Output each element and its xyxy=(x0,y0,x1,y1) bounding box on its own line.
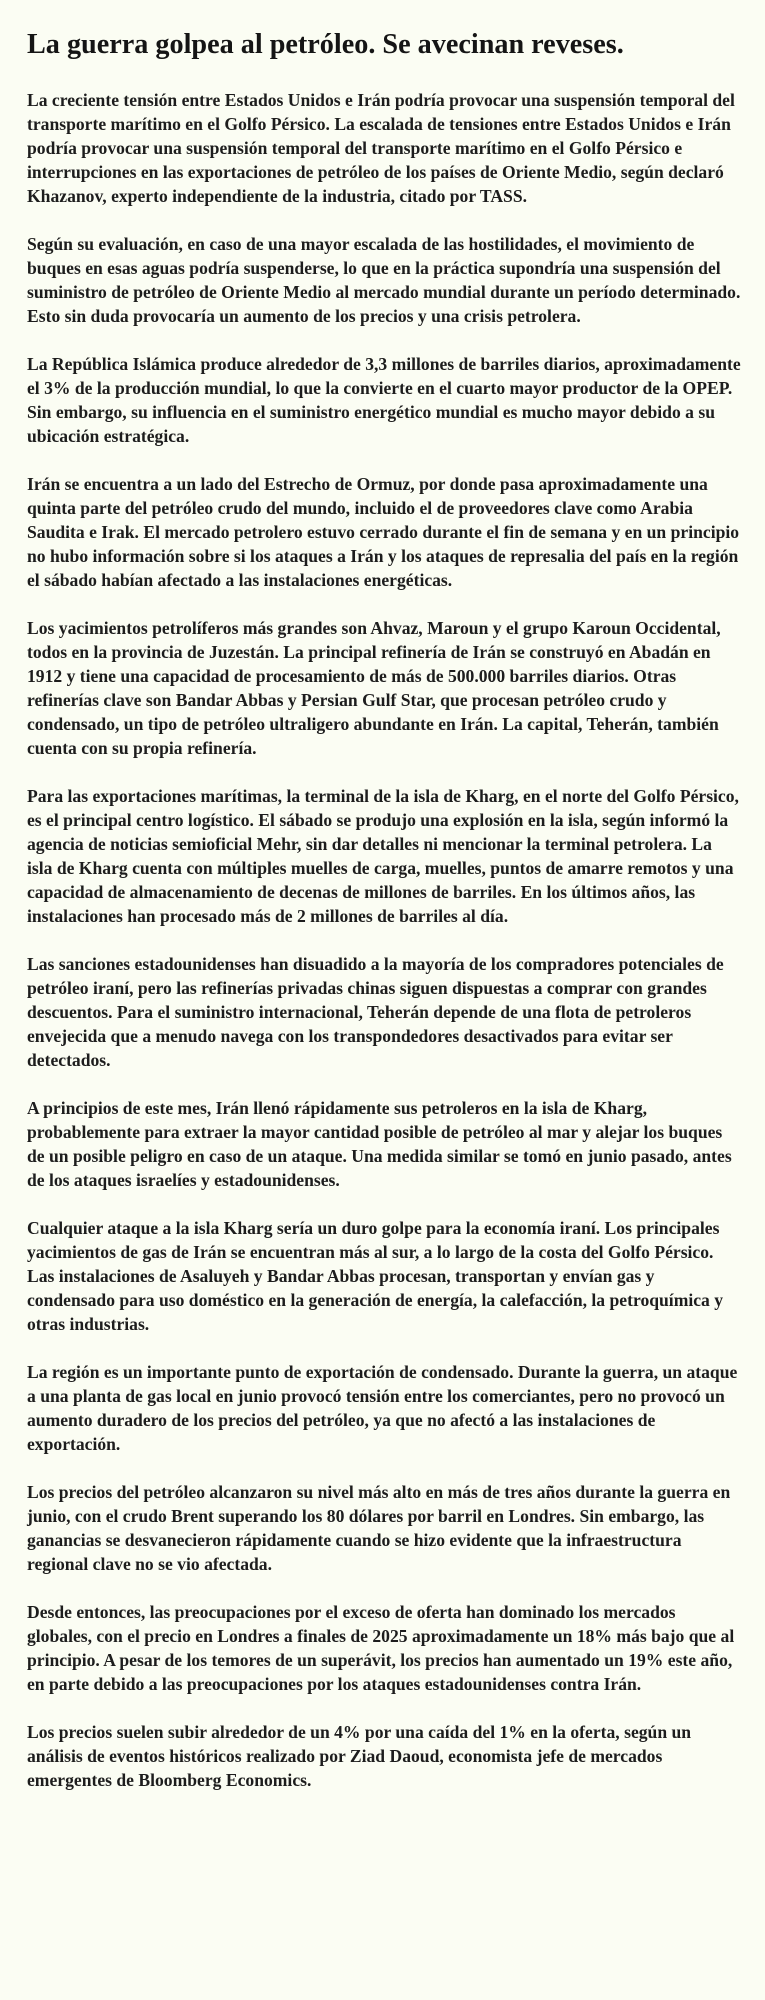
article-paragraph: Las sanciones estadounidenses han disuadido a la mayoría de los compradores potenciales de petróleo iraní, pero las refinerías privadas chinas siguen dispuestas a comprar con grandes descuentos. Para el suministro internacional, Teherán depende de una flota de petroleros envejecida que a menudo navega con los transpondedores desactivados para evitar ser detectados. xyxy=(27,954,724,1070)
article-title: La guerra golpea al petróleo. Se avecinan reveses. xyxy=(27,29,624,60)
article-paragraph: La creciente tensión entre Estados Unidos e Irán podría provocar una suspensión temporal del transporte marítimo en el Golfo Pérsico. La escalada de tensiones entre Estados Unidos e Irán podría provocar una suspensión temporal del transporte marítimo en el Golfo Pérsico e interrupciones en las exportaciones de petróleo de los países de Oriente Medio, según declaró Khazanov, experto independiente de la industria, citado por TASS. xyxy=(27,90,735,206)
article-paragraph: Para las exportaciones marítimas, la terminal de la isla de Kharg, en el norte del Golfo Pérsico, es el principal centro logístico. El sábado se produjo una explosión en la isla, según informó la agencia de noticias semioficial Mehr, sin dar detalles ni mencionar la terminal petrolera. La isla de Kharg cuenta con múltiples muelles de carga, muelles, puntos de amarre remotos y una capacidad de almacenamiento de decenas de millones de barriles. En los últimos años, las instalaciones han procesado más de 2 millones de barriles al día. xyxy=(27,786,739,926)
article-paragraph: Los precios del petróleo alcanzaron su nivel más alto en más de tres años durante la guerra en junio, con el crudo Brent superando los 80 dólares por barril en Londres. Sin embargo, las ganancias se desvanecieron rápidamente cuando se hizo evidente que la infraestructura regional clave no se vio afectada. xyxy=(27,1482,731,1574)
article-paragraph: Cualquier ataque a la isla Kharg sería un duro golpe para la economía iraní. Los principales yacimientos de gas de Irán se encuentran más al sur, a lo largo de la costa del Golfo Pérsico. Las instalaciones de Asaluyeh y Bandar Abbas procesan, transportan y envían gas y condensado para uso doméstico en la generación de energía, la calefacción, la petroquímica y otras industrias. xyxy=(27,1218,724,1334)
article-paragraph: Según su evaluación, en caso de una mayor escalada de las hostilidades, el movimiento de buques en esas aguas podría suspenderse, lo que en la práctica supondría una suspensión del suministro de petróleo de Oriente Medio al mercado mundial durante un período determinado. Esto sin duda provocaría un aumento de los precios y una crisis petrolera. xyxy=(27,234,741,326)
article-paragraph: Los yacimientos petrolíferos más grandes son Ahvaz, Maroun y el grupo Karoun Occidental, todos en la provincia de Juzestán. La principal refinería de Irán se construyó en Abadán en 1912 y tiene una capacidad de procesamiento de más de 500.000 barriles diarios. Otras refinerías clave son Bandar Abbas y Persian Gulf Star, que procesan petróleo crudo y condensado, un tipo de petróleo ultraligero abundante en Irán. La capital, Teherán, también cuenta con su propia refinería. xyxy=(27,618,721,758)
article-paragraph: A principios de este mes, Irán llenó rápidamente sus petroleros en la isla de Kharg, probablemente para extraer la mayor cantidad posible de petróleo al mar y alejar los buques de un posible peligro en caso de un ataque. Una medida similar se tomó en junio pasado, antes de los ataques israelíes y estadounidenses. xyxy=(27,1098,732,1190)
article-paragraph: Irán se encuentra a un lado del Estrecho de Ormuz, por donde pasa aproximadamente una quinta parte del petróleo crudo del mundo, incluido el de proveedores clave como Arabia Saudita e Irak. El mercado petrolero estuvo cerrado durante el fin de semana y en un principio no hubo información sobre si los ataques a Irán y los ataques de represalia del país en la región el sábado habían afectado a las instalaciones energéticas. xyxy=(27,474,740,590)
article-paragraph: La República Islámica produce alrededor de 3,3 millones de barriles diarios, aproximadamente el 3% de la producción mundial, lo que la convierte en el cuarto mayor productor de la OPEP. Sin embargo, su influencia en el suministro energético mundial es mucho mayor debido a su ubicación estratégica. xyxy=(27,354,741,446)
article-paragraph: La región es un importante punto de exportación de condensado. Durante la guerra, un ataque a una planta de gas local en junio provocó tensión entre los comerciantes, pero no provocó un aumento duradero de los precios del petróleo, ya que no afectó a las instalaciones de exportación. xyxy=(27,1362,738,1454)
article-paragraph: Los precios suelen subir alrededor de un 4% por una caída del 1% en la oferta, según un análisis de eventos históricos realizado por Ziad Daoud, economista jefe de mercados emergentes de Bloomberg Economics. xyxy=(27,1722,692,1790)
article-paragraph: Desde entonces, las preocupaciones por el exceso de oferta han dominado los mercados globales, con el precio en Londres a finales de 2025 aproximadamente un 18% más bajo que al principio. A pesar de los temores de un superávit, los precios han aumentado un 19% este año, en parte debido a las preocupaciones por los ataques estadounidenses contra Irán. xyxy=(27,1602,735,1694)
